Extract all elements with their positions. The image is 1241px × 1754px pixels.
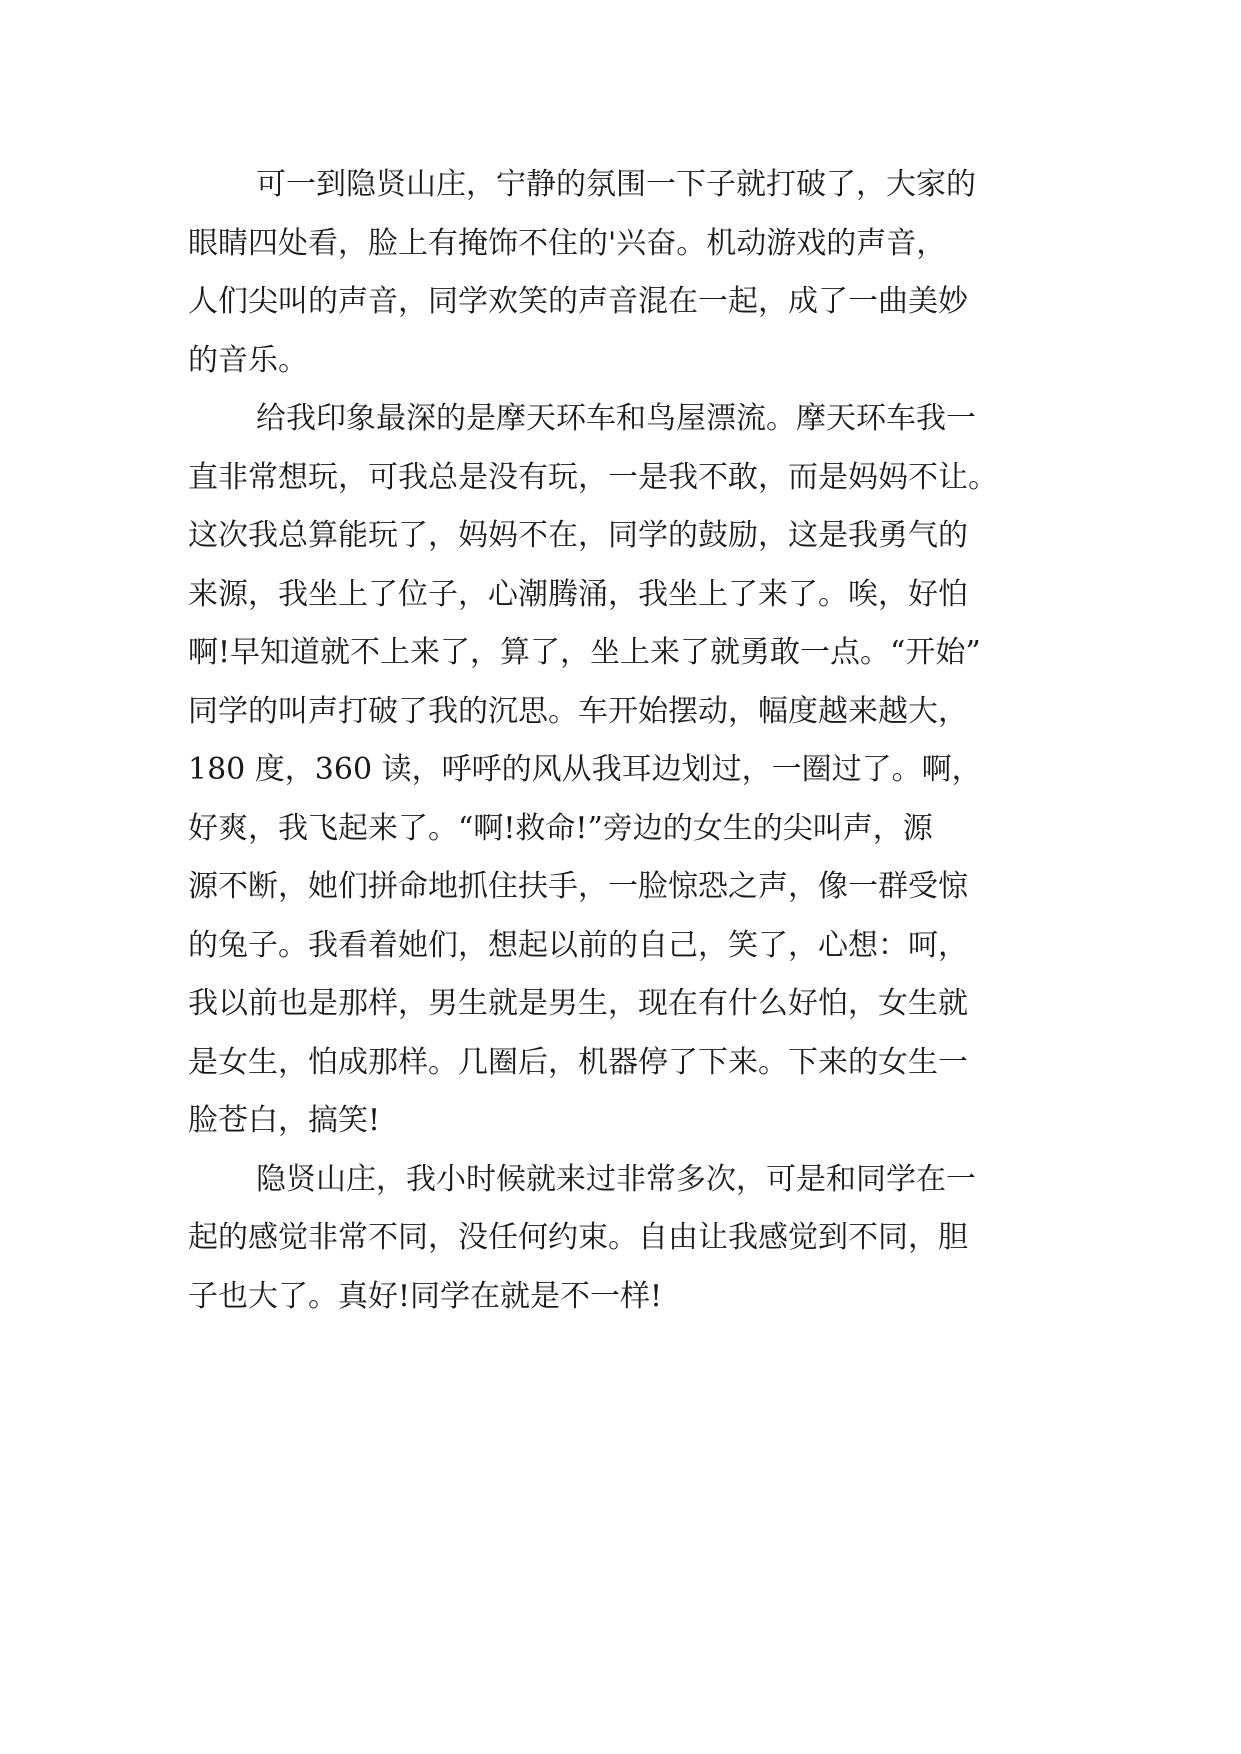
- document-body: [188, 156, 1068, 1326]
- paragraph-line: 脸苍白，搞笑!: [188, 1103, 381, 1138]
- paragraph-line: 的音乐。: [188, 342, 308, 378]
- paragraph-2: [188, 390, 1068, 1151]
- paragraph-line: 人们尖叫的声音，同学欢笑的声音混在一起，成了一曲美妙: [188, 284, 968, 319]
- paragraph-line: 好爽，我飞起来了。“啊!救命!”旁边的女生的尖叫声，源: [188, 810, 933, 846]
- paragraph-line: 的兔子。我看着她们，想起以前的自己，笑了，心想：呵，: [188, 927, 968, 963]
- paragraph-3: [188, 1151, 1068, 1327]
- paragraph-line: 给我印象最深的是摩天环车和鸟屋漂流。摩天环车我一: [256, 401, 976, 436]
- paragraph-line: 子也大了。真好!同学在就是不一样!: [188, 1278, 663, 1314]
- paragraph-line: 是女生，怕成那样。几圈后，机器停了下来。下来的女生一: [188, 1044, 968, 1080]
- paragraph-line: 起的感觉非常不同，没任何约束。自由让我感觉到不同，胆: [188, 1220, 968, 1255]
- paragraph-line: 直非常想玩，可我总是没有玩，一是我不敢，而是妈妈不让。: [188, 459, 998, 495]
- paragraph-line: 可一到隐贤山庄，宁静的氛围一下子就打破了，大家的: [256, 167, 976, 202]
- paragraph-line: 这次我总算能玩了，妈妈不在，同学的鼓励，这是我勇气的: [188, 518, 968, 553]
- paragraph-line: 眼睛四处看，脸上有掩饰不住的'兴奋。机动游戏的声音，: [188, 225, 947, 261]
- paragraph-1: [188, 156, 1068, 390]
- paragraph-line: 啊!早知道就不上来了，算了，坐上来了就勇敢一点。“开始”: [188, 635, 981, 670]
- paragraph-line: 源不断，她们拼命地抓住扶手，一脸惊恐之声，像一群受惊: [188, 869, 968, 904]
- paragraph-line: 来源，我坐上了位子，心潮腾涌，我坐上了来了。唉，好怕: [188, 576, 968, 612]
- paragraph-line: 同学的叫声打破了我的沉思。车开始摆动，幅度越来越大，: [188, 693, 968, 729]
- paragraph-line: 我以前也是那样，男生就是男生，现在有什么好怕，女生就: [188, 986, 968, 1021]
- paragraph-line: 隐贤山庄，我小时候就来过非常多次，可是和同学在一: [256, 1161, 976, 1197]
- paragraph-line: 180 度，360 读，呼呼的风从我耳边划过，一圈过了。啊，: [188, 752, 982, 787]
